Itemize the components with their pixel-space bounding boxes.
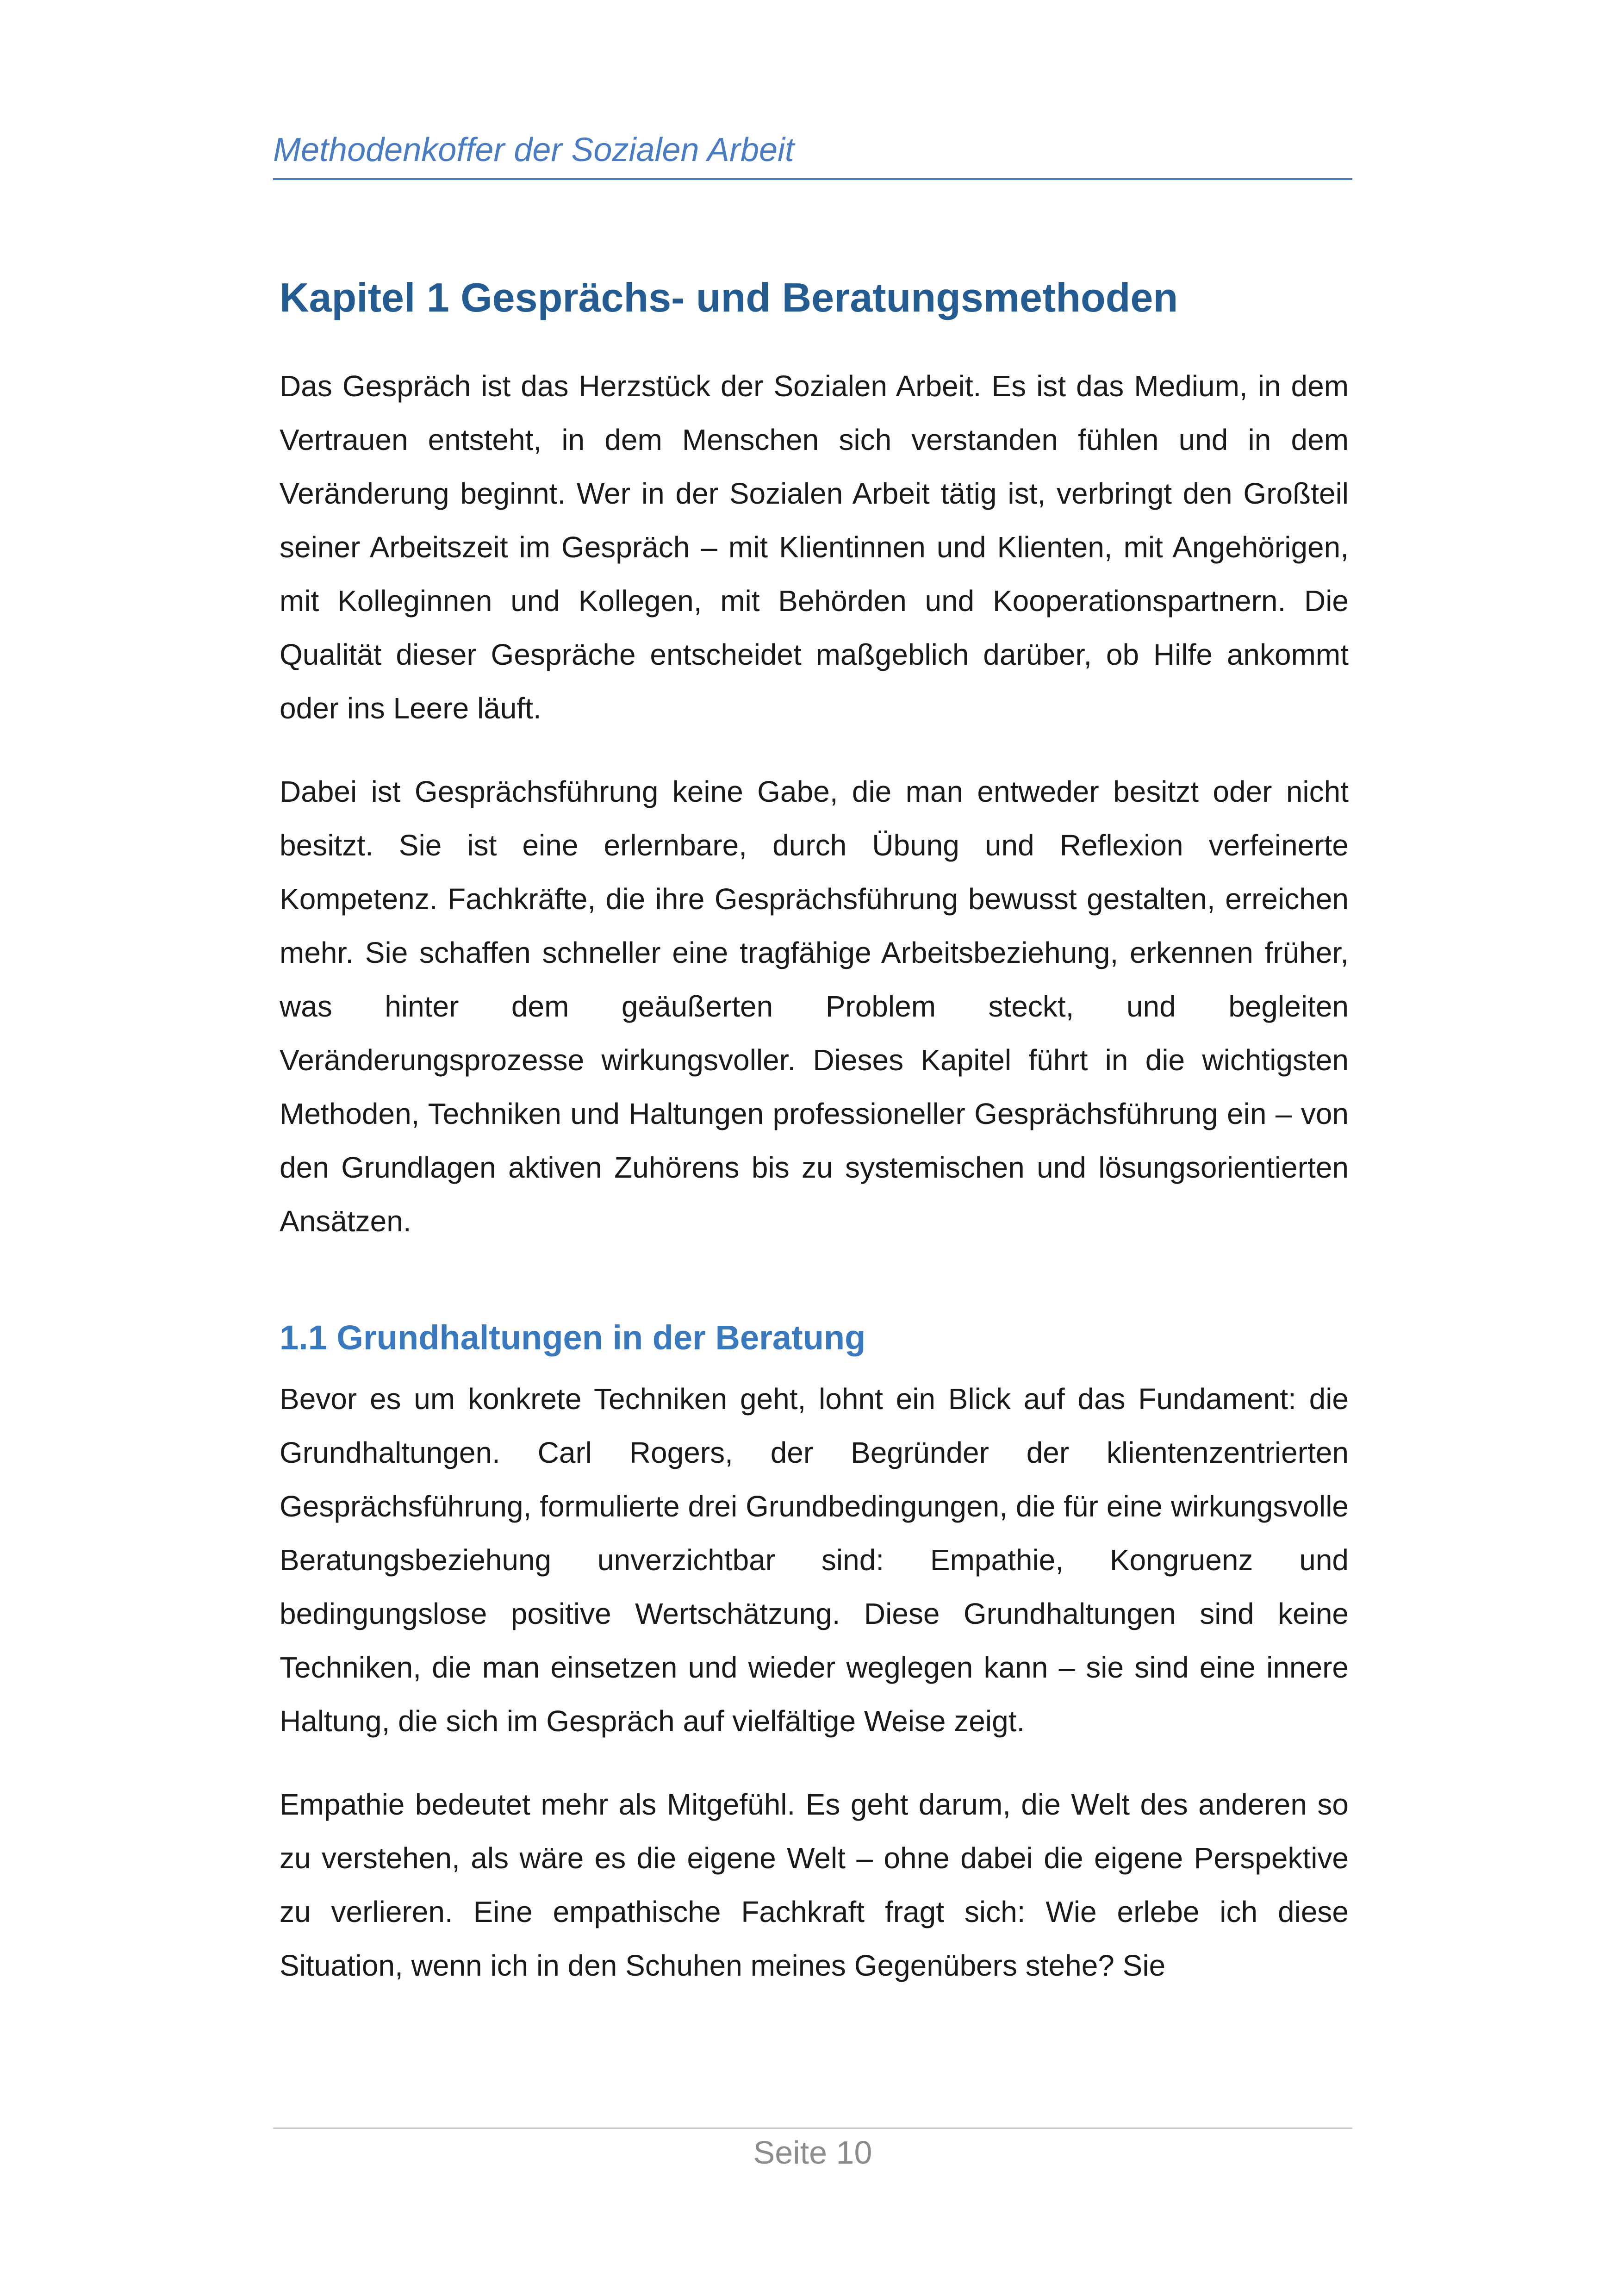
chapter-paragraph-2: Dabei ist Gesprächsführung keine Gabe, die man entweder besitzt oder nicht besitzt. Sie ist eine erlernbare, durch Übung und Reflexion verfeinerte Kompetenz. Fachkräfte, die ihre Gesprächsführung bewusst gestalten, erreichen mehr. Sie schaffen schneller eine tragfähige Arbeitsbeziehung, erkennen früher, was hinter dem geäußerten Problem steckt, und begleiten Veränderungsprozesse wirkungsvoller. Dieses Kapitel führt in die wichtigsten Methoden, Techniken und Haltungen professioneller Gesprächsführung ein – von den Grundlagen aktiven Zuhörens bis zu systemischen und lösungsorientierten Ansätzen. — [280, 774, 1349, 1238]
chapter-title: Kapitel 1 Gesprächs- und Beratungsmethoden — [280, 275, 1178, 320]
footer-divider — [273, 2128, 1352, 2129]
running-header-title: Methodenkoffer der Sozialen Arbeit — [273, 131, 794, 168]
section-title: 1.1 Grundhaltungen in der Beratung — [280, 1318, 866, 1357]
page-content — [280, 273, 1349, 1992]
chapter-paragraph-1: Das Gespräch ist das Herzstück der Sozialen Arbeit. Es ist das Medium, in dem Vertrauen entsteht, in dem Menschen sich verstanden fühlen und in dem Veränderung beginnt. Wer in der Sozialen Arbeit tätig ist, verbringt den Großteil seiner Arbeitszeit im Gespräch – mit Klientinnen und Klienten, mit Angehörigen, mit Kolleginnen und Kollegen, mit Behörden und Kooperationspartnern. Die Qualität dieser Gespräche entscheidet maßgeblich darüber, ob Hilfe ankommt oder ins Leere läuft. — [280, 369, 1349, 725]
header-divider — [273, 178, 1352, 180]
section-paragraph-1: Bevor es um konkrete Techniken geht, lohnt ein Blick auf das Fundament: die Grundhaltungen. Carl Rogers, der Begründer der klientenzentrierten Gesprächsführung, formulierte drei Grundbedingungen, die für eine wirkungsvolle Beratungsbeziehung unverzichtbar sind: Empathie, Kongruenz und bedingungslose positive Wertschätzung. Diese Grundhaltungen sind keine Techniken, die man einsetzen und wieder weglegen kann – sie sind eine innere Haltung, die sich im Gespräch auf vielfältige Weise zeigt. — [280, 1382, 1349, 1738]
section-paragraph-2: Empathie bedeutet mehr als Mitgefühl. Es geht darum, die Welt des anderen so zu verstehen, als wäre es die eigene Welt – ohne dabei die eigene Perspektive zu verlieren. Eine empathische Fachkraft fragt sich: Wie erlebe ich diese Situation, wenn ich in den Schuhen meines Gegenübers stehe? Sie — [280, 1788, 1349, 1983]
page-number: Seite 10 — [753, 2134, 872, 2171]
